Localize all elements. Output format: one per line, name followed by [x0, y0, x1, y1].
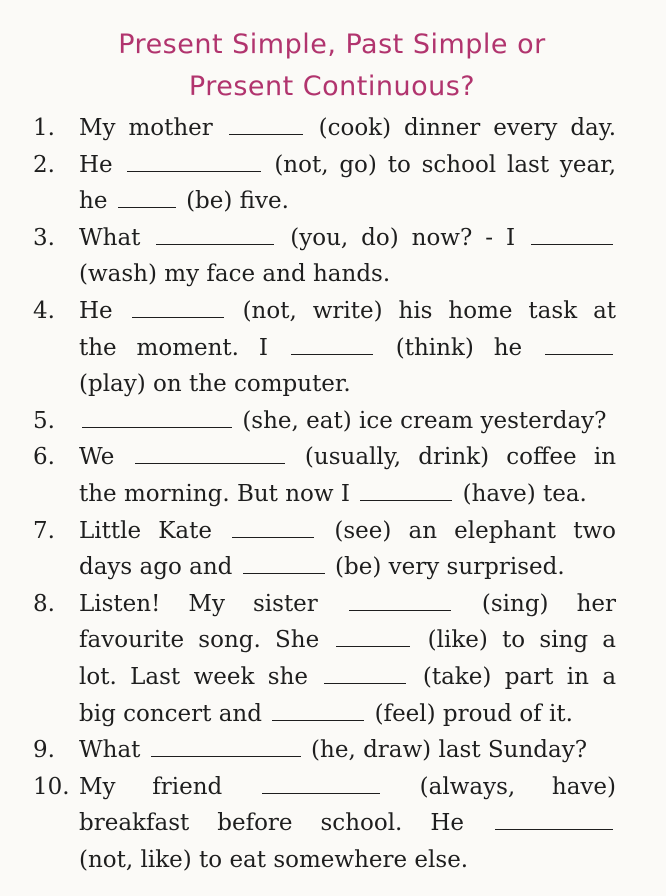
exercise-item-8	[33, 586, 616, 732]
answer-blank[interactable]	[135, 462, 285, 464]
title-line-2: Present Continuous?	[188, 71, 476, 102]
answer-blank[interactable]	[118, 206, 176, 208]
text-segment: (not, go) to school last year,	[274, 151, 617, 178]
text-segment: (see) an elephant two	[334, 517, 616, 544]
answer-blank[interactable]	[531, 243, 613, 245]
text-segment: He	[79, 297, 113, 324]
item-line	[79, 513, 616, 550]
item-line	[79, 805, 616, 842]
answer-blank[interactable]	[272, 719, 364, 721]
item-line	[79, 549, 616, 586]
text-segment: My friend	[79, 773, 223, 800]
text-segment: (like) to sing a	[427, 627, 616, 654]
text-segment: (always, have)	[419, 773, 617, 800]
item-text	[79, 403, 616, 440]
item-line	[79, 330, 616, 367]
text-segment: big concert and	[79, 700, 262, 727]
text-segment: (she, eat) ice cream yesterday?	[242, 407, 607, 434]
exercise-item-2	[33, 147, 616, 220]
text-segment: (you, do) now? - I	[290, 224, 516, 251]
item-number: 8.	[33, 590, 55, 617]
item-number: 1.	[33, 115, 55, 141]
answer-blank[interactable]	[495, 828, 613, 830]
item-line	[79, 366, 616, 403]
item-line	[79, 476, 616, 513]
exercise-item-5	[33, 403, 616, 440]
item-line	[79, 842, 616, 879]
item-line	[79, 439, 616, 476]
item-text	[79, 732, 616, 769]
text-segment: What	[79, 224, 141, 251]
text-segment: He	[79, 151, 113, 178]
answer-blank[interactable]	[127, 170, 261, 172]
item-line	[79, 256, 616, 293]
item-text	[79, 769, 616, 879]
item-text	[79, 513, 616, 586]
text-segment: (play) on the computer.	[79, 371, 351, 398]
answer-blank[interactable]	[324, 682, 406, 684]
answer-blank[interactable]	[132, 316, 224, 318]
text-segment: favourite song. She	[79, 627, 320, 654]
text-segment: (feel) proud of it.	[374, 700, 573, 727]
item-number: 3.	[33, 224, 55, 251]
text-segment: Listen! My sister	[79, 590, 318, 617]
text-segment: he	[79, 188, 108, 215]
text-segment: We	[79, 444, 115, 471]
item-number: 5.	[33, 407, 55, 434]
exercise-item-3	[33, 220, 616, 293]
exercise-list	[33, 110, 616, 878]
text-segment: (have) tea.	[462, 480, 587, 507]
exercise-item-6	[33, 439, 616, 512]
answer-blank[interactable]	[349, 609, 451, 611]
item-number: 7.	[33, 517, 55, 544]
exercise-item-1	[33, 110, 616, 147]
text-segment: the morning. But now I	[79, 480, 350, 507]
text-segment: (not, like) to eat somewhere else.	[79, 846, 469, 873]
answer-blank[interactable]	[336, 645, 410, 647]
answer-blank[interactable]	[82, 426, 232, 428]
item-line	[79, 293, 616, 330]
item-line	[79, 622, 616, 659]
exercise-item-10	[33, 769, 616, 879]
item-line	[79, 732, 616, 769]
text-segment: the moment. I	[79, 334, 268, 361]
item-line	[79, 769, 616, 806]
text-segment: (not, write) his home task at	[242, 297, 617, 324]
item-text	[79, 439, 616, 512]
text-segment: (sing) her	[481, 590, 616, 617]
text-segment: Little Kate	[79, 517, 212, 544]
item-number: 9.	[33, 737, 55, 764]
text-segment: (he, draw) last Sunday?	[311, 737, 588, 764]
text-segment: days ago and	[79, 554, 233, 581]
exercise-item-9	[33, 732, 616, 769]
item-line	[79, 586, 616, 623]
item-line	[79, 403, 616, 440]
text-segment: My mother	[79, 115, 213, 141]
answer-blank[interactable]	[291, 353, 373, 355]
text-segment: (wash) my face and hands.	[79, 261, 391, 288]
item-line	[79, 110, 616, 147]
text-segment: (think) he	[395, 334, 523, 361]
answer-blank[interactable]	[151, 755, 301, 757]
item-line	[79, 696, 616, 733]
answer-blank[interactable]	[229, 133, 303, 135]
item-text	[79, 220, 616, 293]
item-text	[79, 586, 616, 732]
item-number: 2.	[33, 151, 55, 178]
item-number: 6.	[33, 444, 55, 471]
answer-blank[interactable]	[360, 499, 452, 501]
answer-blank[interactable]	[243, 572, 325, 574]
item-text	[79, 293, 616, 403]
text-segment: lot. Last week she	[79, 663, 309, 690]
item-line	[79, 220, 616, 257]
answer-blank[interactable]	[545, 353, 613, 355]
item-number: 4.	[33, 297, 55, 324]
item-text	[79, 110, 616, 147]
item-line	[79, 147, 616, 184]
exercise-item-4	[33, 293, 616, 403]
worksheet-title	[48, 24, 616, 108]
title-line-1: Present Simple, Past Simple or	[118, 29, 546, 60]
text-segment: (take) part in a	[422, 663, 617, 690]
answer-blank[interactable]	[232, 536, 314, 538]
item-number: 10.	[33, 773, 70, 800]
text-segment: (be) very surprised.	[335, 554, 565, 581]
answer-blank[interactable]	[262, 792, 380, 794]
exercise-item-7	[33, 513, 616, 586]
text-segment: breakfast before school. He	[79, 810, 465, 837]
item-line	[79, 659, 616, 696]
item-text	[79, 147, 616, 220]
text-segment: What	[79, 737, 141, 764]
text-segment: (cook) dinner every day.	[318, 115, 617, 141]
text-segment: (be) five.	[186, 188, 289, 215]
text-segment: (usually, drink) coffee in	[304, 444, 617, 471]
answer-blank[interactable]	[156, 243, 274, 245]
item-line	[79, 183, 616, 220]
